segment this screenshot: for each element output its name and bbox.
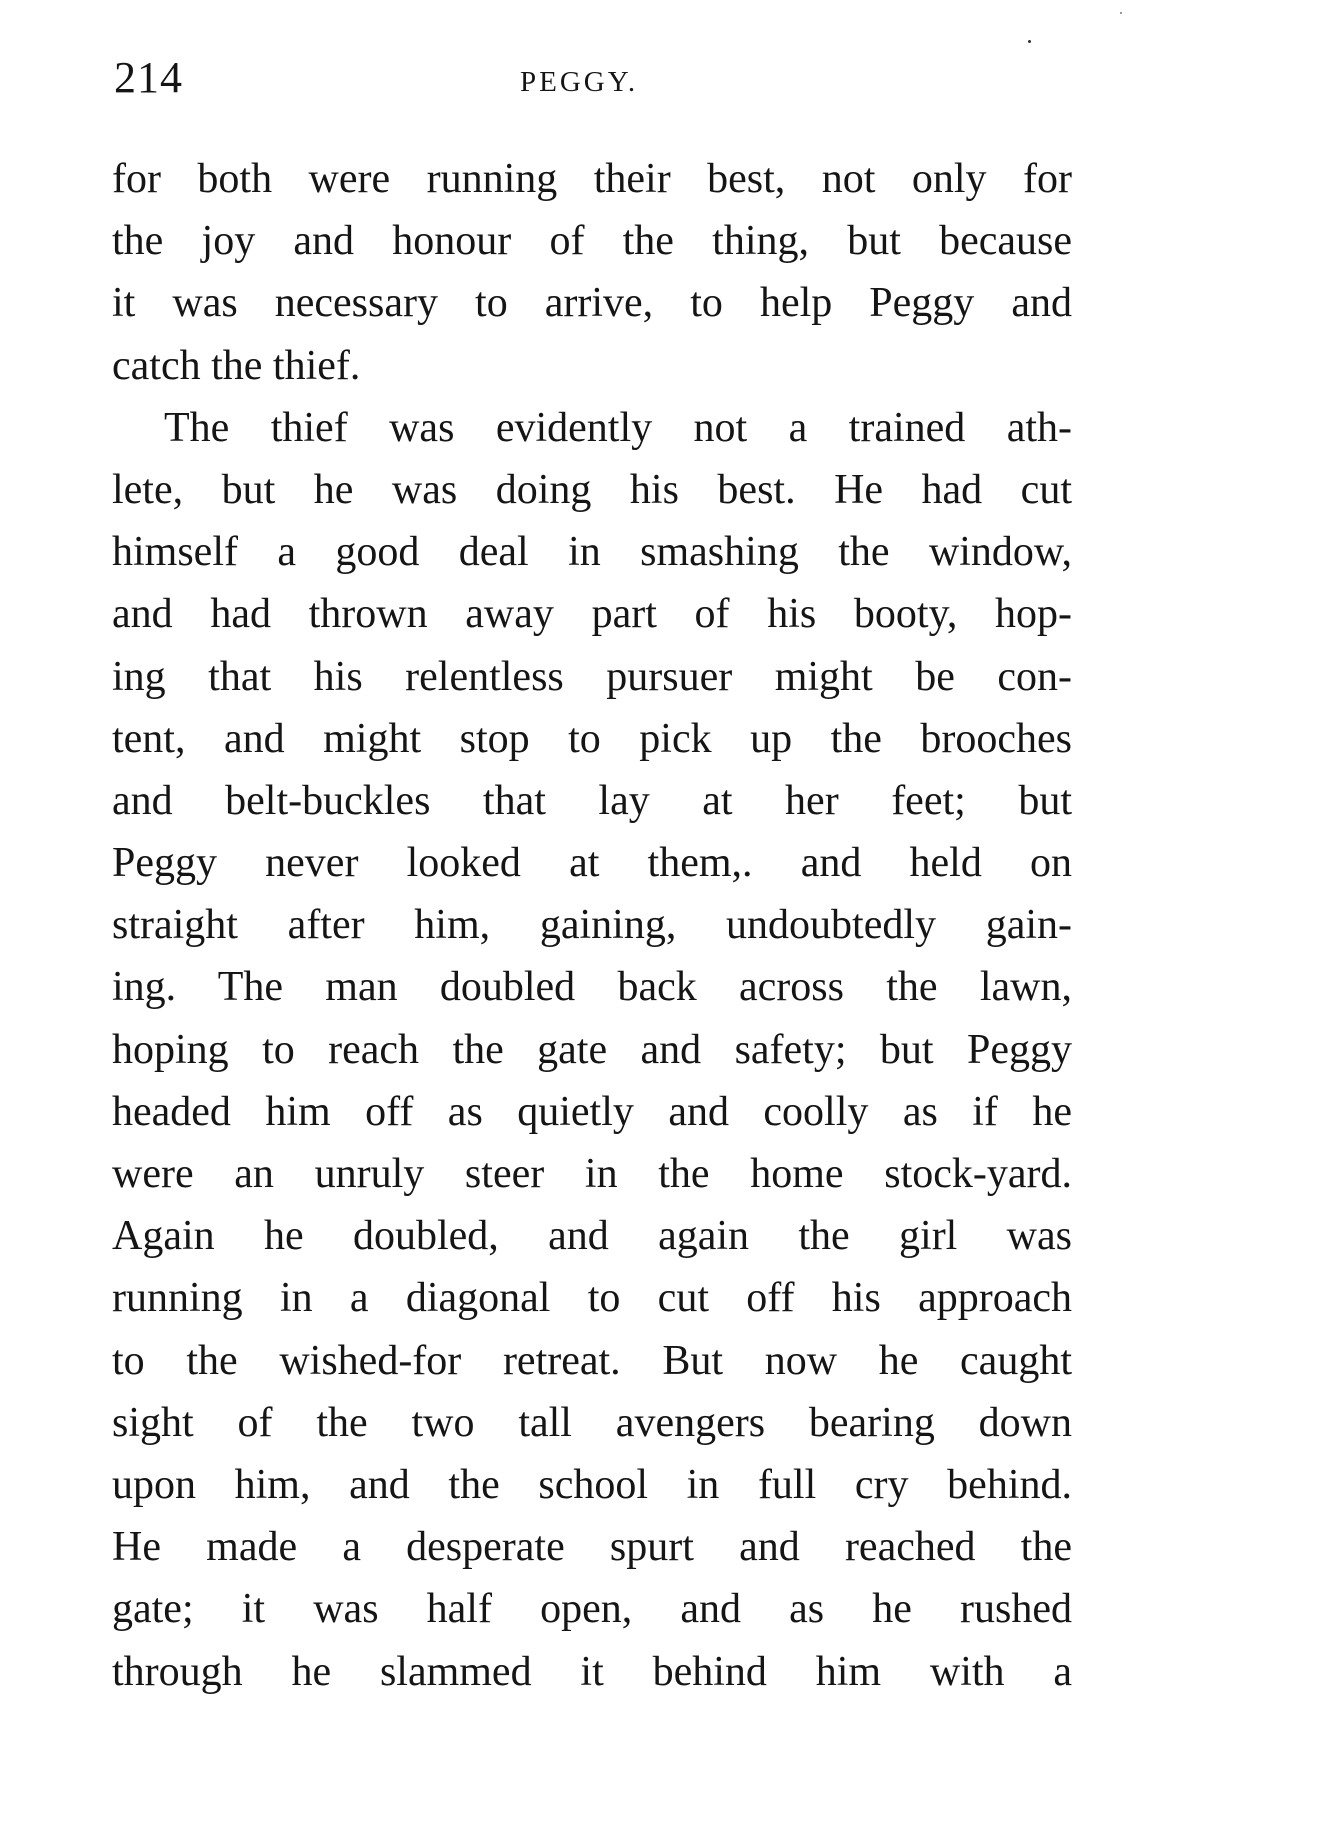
text-line: himself a good deal in smashing the window, bbox=[112, 529, 1072, 576]
text-line: for both were running their best, not only for bbox=[112, 156, 1072, 202]
text-line: ing. The man doubled back across the lawn, bbox=[112, 964, 1072, 1011]
body-text bbox=[112, 148, 1072, 1703]
text-line: and belt-buckles that lay at her feet; but bbox=[112, 777, 1072, 824]
text-line: hoping to reach the gate and safety; but Peggy bbox=[112, 1026, 1072, 1073]
text-line: Again he doubled, and again the girl was bbox=[112, 1213, 1072, 1260]
text-line: the joy and honour of the thing, but because bbox=[112, 218, 1072, 265]
running-head: PEGGY. bbox=[520, 66, 639, 98]
text-line: to the wished-for retreat. But now he caught bbox=[112, 1337, 1072, 1384]
text-line: ing that his relentless pursuer might be con- bbox=[112, 653, 1072, 700]
scan-speck bbox=[1028, 40, 1031, 43]
text-line: tent, and might stop to pick up the brooches bbox=[112, 715, 1072, 762]
text-line: through he slammed it behind him with a bbox=[112, 1648, 1072, 1695]
text-line: it was necessary to arrive, to help Peggy and bbox=[112, 280, 1072, 327]
text-line: gate; it was half open, and as he rushed bbox=[112, 1586, 1072, 1633]
scan-speck bbox=[1120, 12, 1122, 14]
text-line: He made a desperate spurt and reached the bbox=[112, 1524, 1072, 1571]
text-line: upon him, and the school in full cry behind. bbox=[112, 1461, 1072, 1508]
text-line: and had thrown away part of his booty, hop- bbox=[112, 591, 1072, 638]
text-line: The thief was evidently not a trained ath- bbox=[164, 404, 1072, 451]
text-line: Peggy never looked at them,. and held on bbox=[112, 840, 1072, 887]
text-line: were an unruly steer in the home stock-yard. bbox=[112, 1151, 1072, 1197]
text-line: straight after him, gaining, undoubtedly gain- bbox=[112, 902, 1072, 949]
text-line: sight of the two tall avengers bearing down bbox=[112, 1399, 1072, 1446]
text-line: lete, but he was doing his best. He had cut bbox=[112, 466, 1072, 513]
text-line: headed him off as quietly and coolly as if he bbox=[112, 1088, 1072, 1135]
text-line: catch the thief. bbox=[112, 342, 361, 389]
text-line: running in a diagonal to cut off his approach bbox=[112, 1275, 1072, 1322]
page-number: 214 bbox=[114, 53, 183, 102]
